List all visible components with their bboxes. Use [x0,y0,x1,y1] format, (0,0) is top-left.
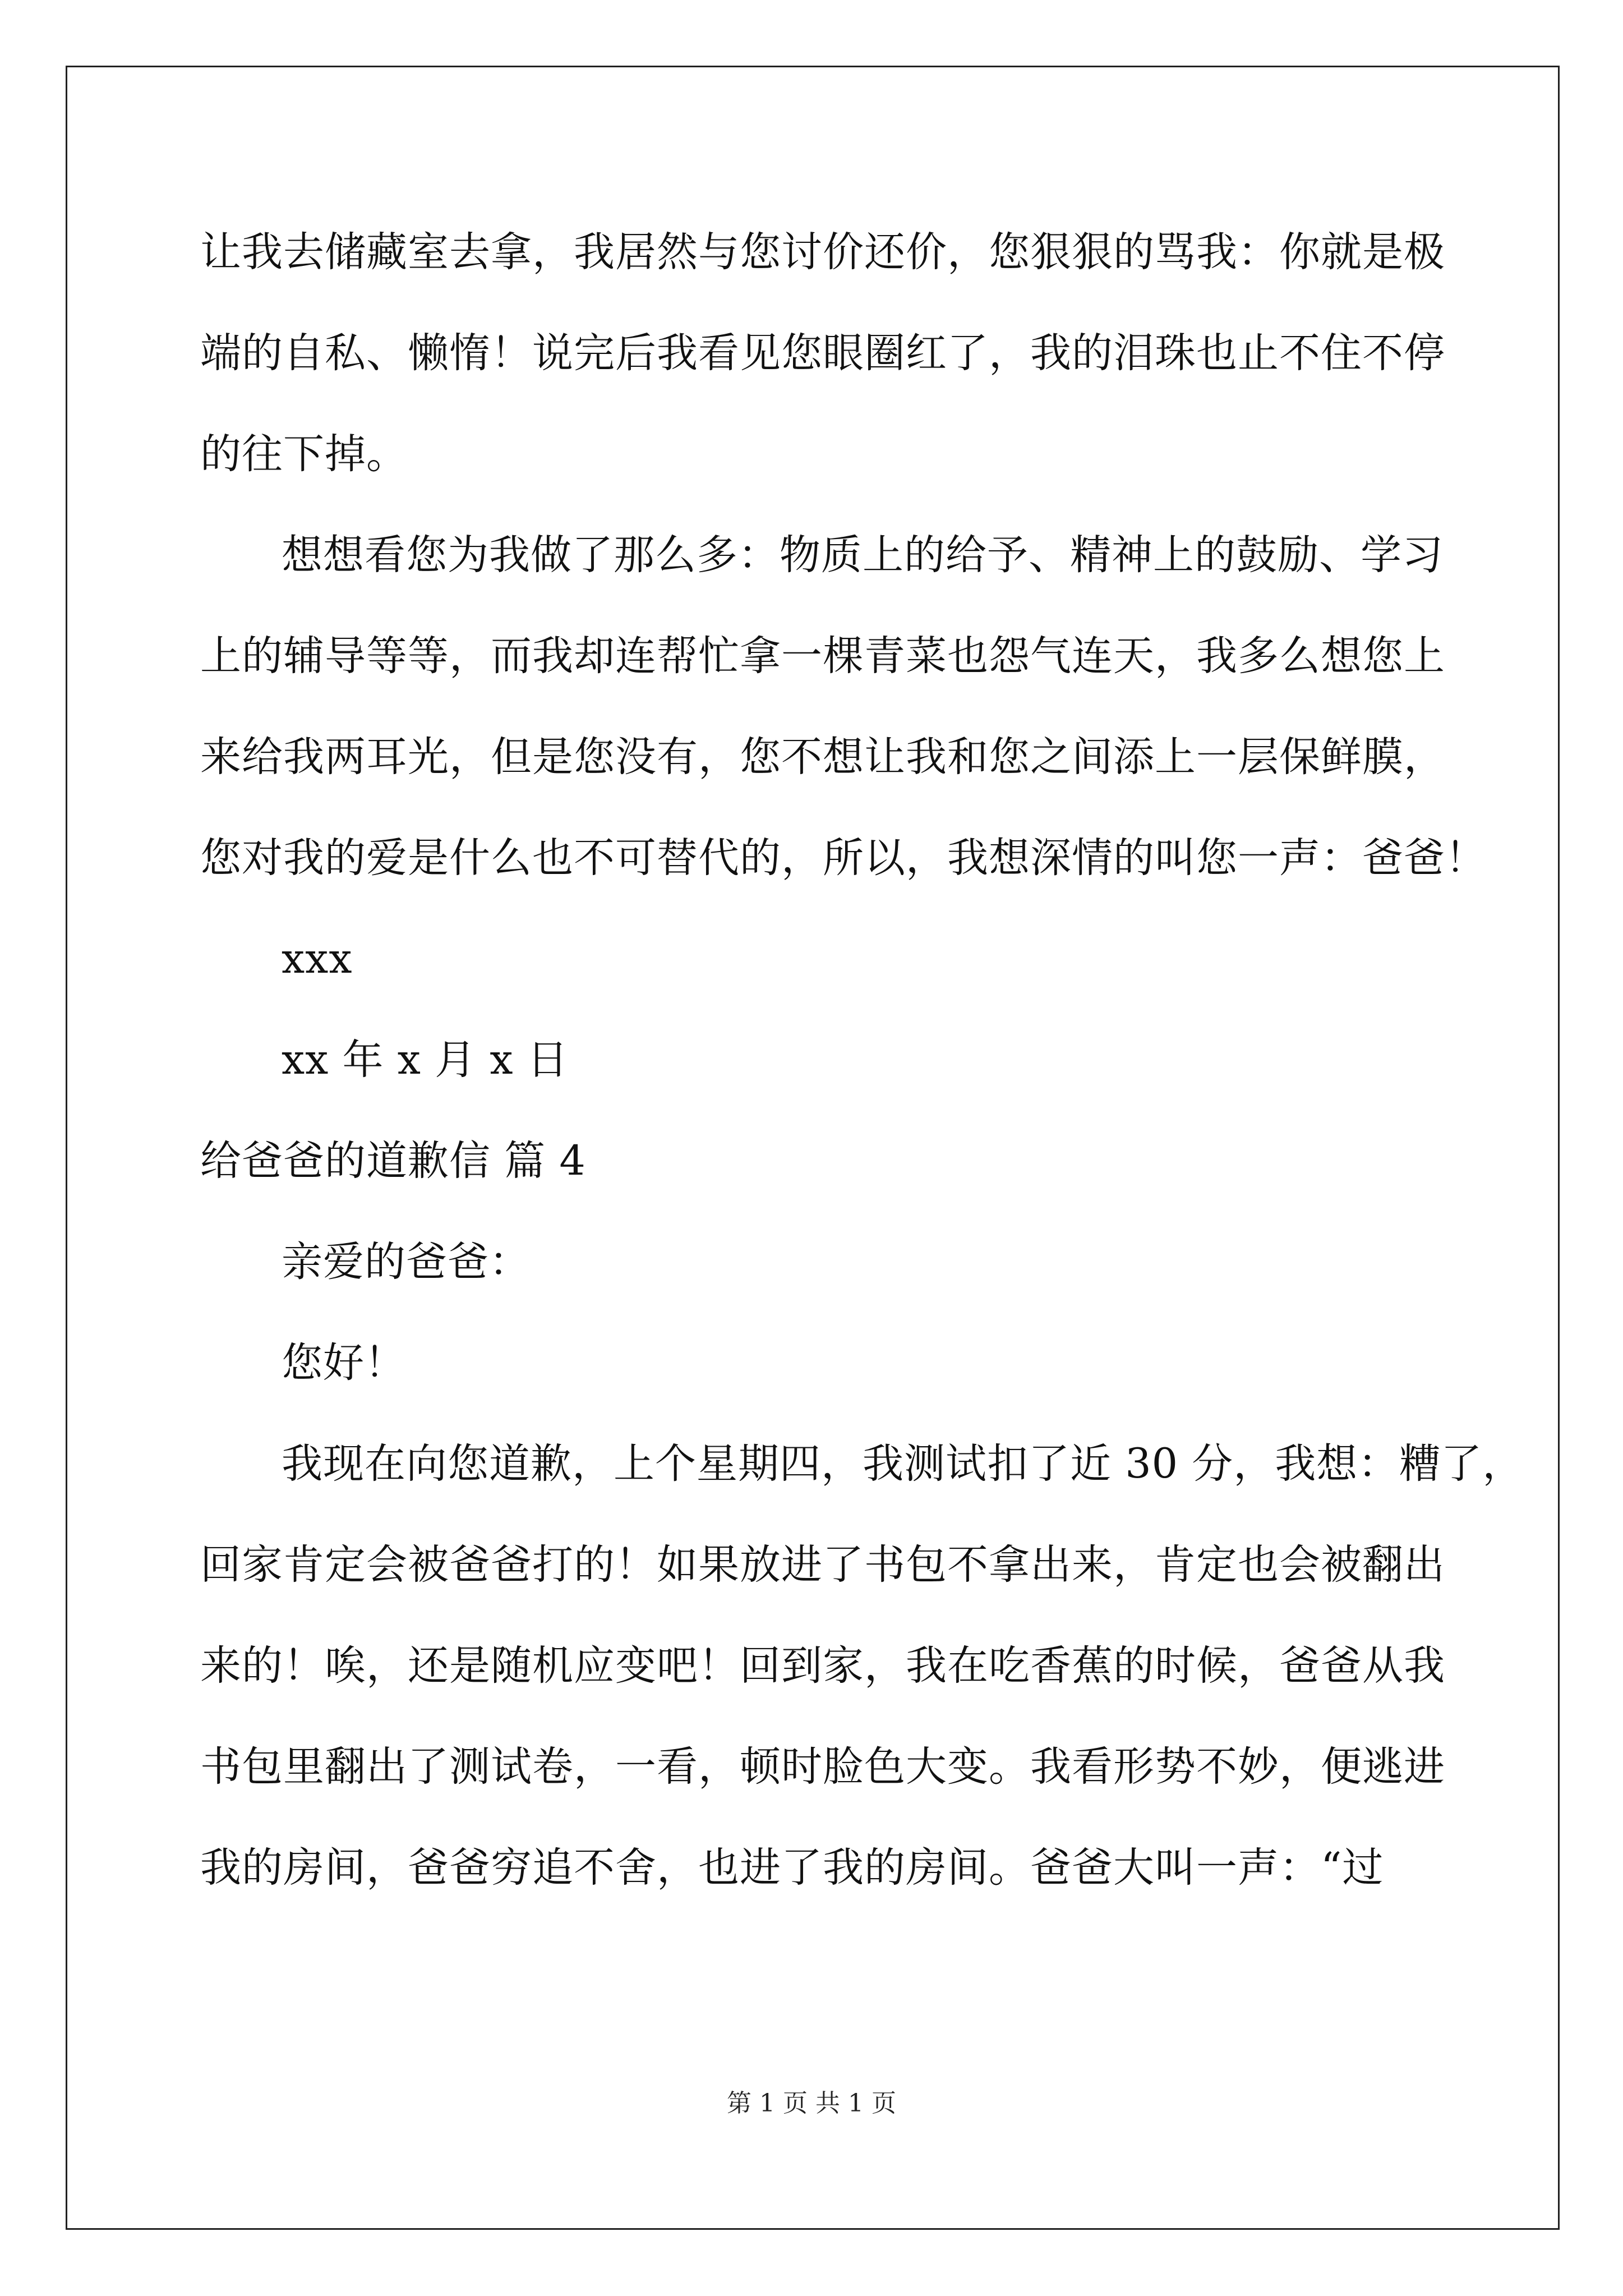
date-line: xx 年 x 月 x 日 [282,1036,569,1084]
greeting: 您好！ [282,1339,406,1387]
text-line: 的往下掉。 [200,430,408,478]
text-line: 上的辅导等等，而我却连帮忙拿一棵青菜也怨气连天，我多么想您上 [200,632,1445,680]
text-line: 您对我的爱是什么也不可替代的，所以，我想深情的叫您一声：爸爸！ [200,834,1487,882]
text-line: 来的！唉，还是随机应变吧！回到家，我在吃香蕉的时候，爸爸从我 [200,1642,1445,1690]
text-line: 书包里翻出了测试卷，一看，顿时脸色大变。我看形势不妙，便逃进 [200,1743,1445,1791]
document-body [200,213,1524,1930]
text-line: 想想看您为我做了那么多：物质上的给予、精神上的鼓励、学习 [282,531,1444,579]
text-line: 端的自私、懒惰！说完后我看见您眼圈红了，我的泪珠也止不住不停 [200,329,1445,377]
signature: xxx [282,935,353,983]
section-title: 给爸爸的道歉信 篇 4 [200,1137,586,1185]
salutation: 亲爱的爸爸： [282,1238,531,1286]
page-footer: 第 1 页 共 1 页 [727,2089,896,2118]
text-line: 来给我两耳光，但是您没有，您不想让我和您之间添上一层保鲜膜， [200,733,1445,781]
text-line: 让我去储藏室去拿，我居然与您讨价还价，您狠狠的骂我：你就是极 [200,228,1445,276]
text-line: 我现在向您道歉，上个星期四，我测试扣了近 30 分，我想：糟了， [282,1440,1524,1488]
text-line: 回家肯定会被爸爸打的！如果放进了书包不拿出来，肯定也会被翻出 [200,1541,1445,1589]
text-line: 我的房间，爸爸穷追不舍，也进了我的房间。爸爸大叫一声：“过 [200,1844,1384,1892]
